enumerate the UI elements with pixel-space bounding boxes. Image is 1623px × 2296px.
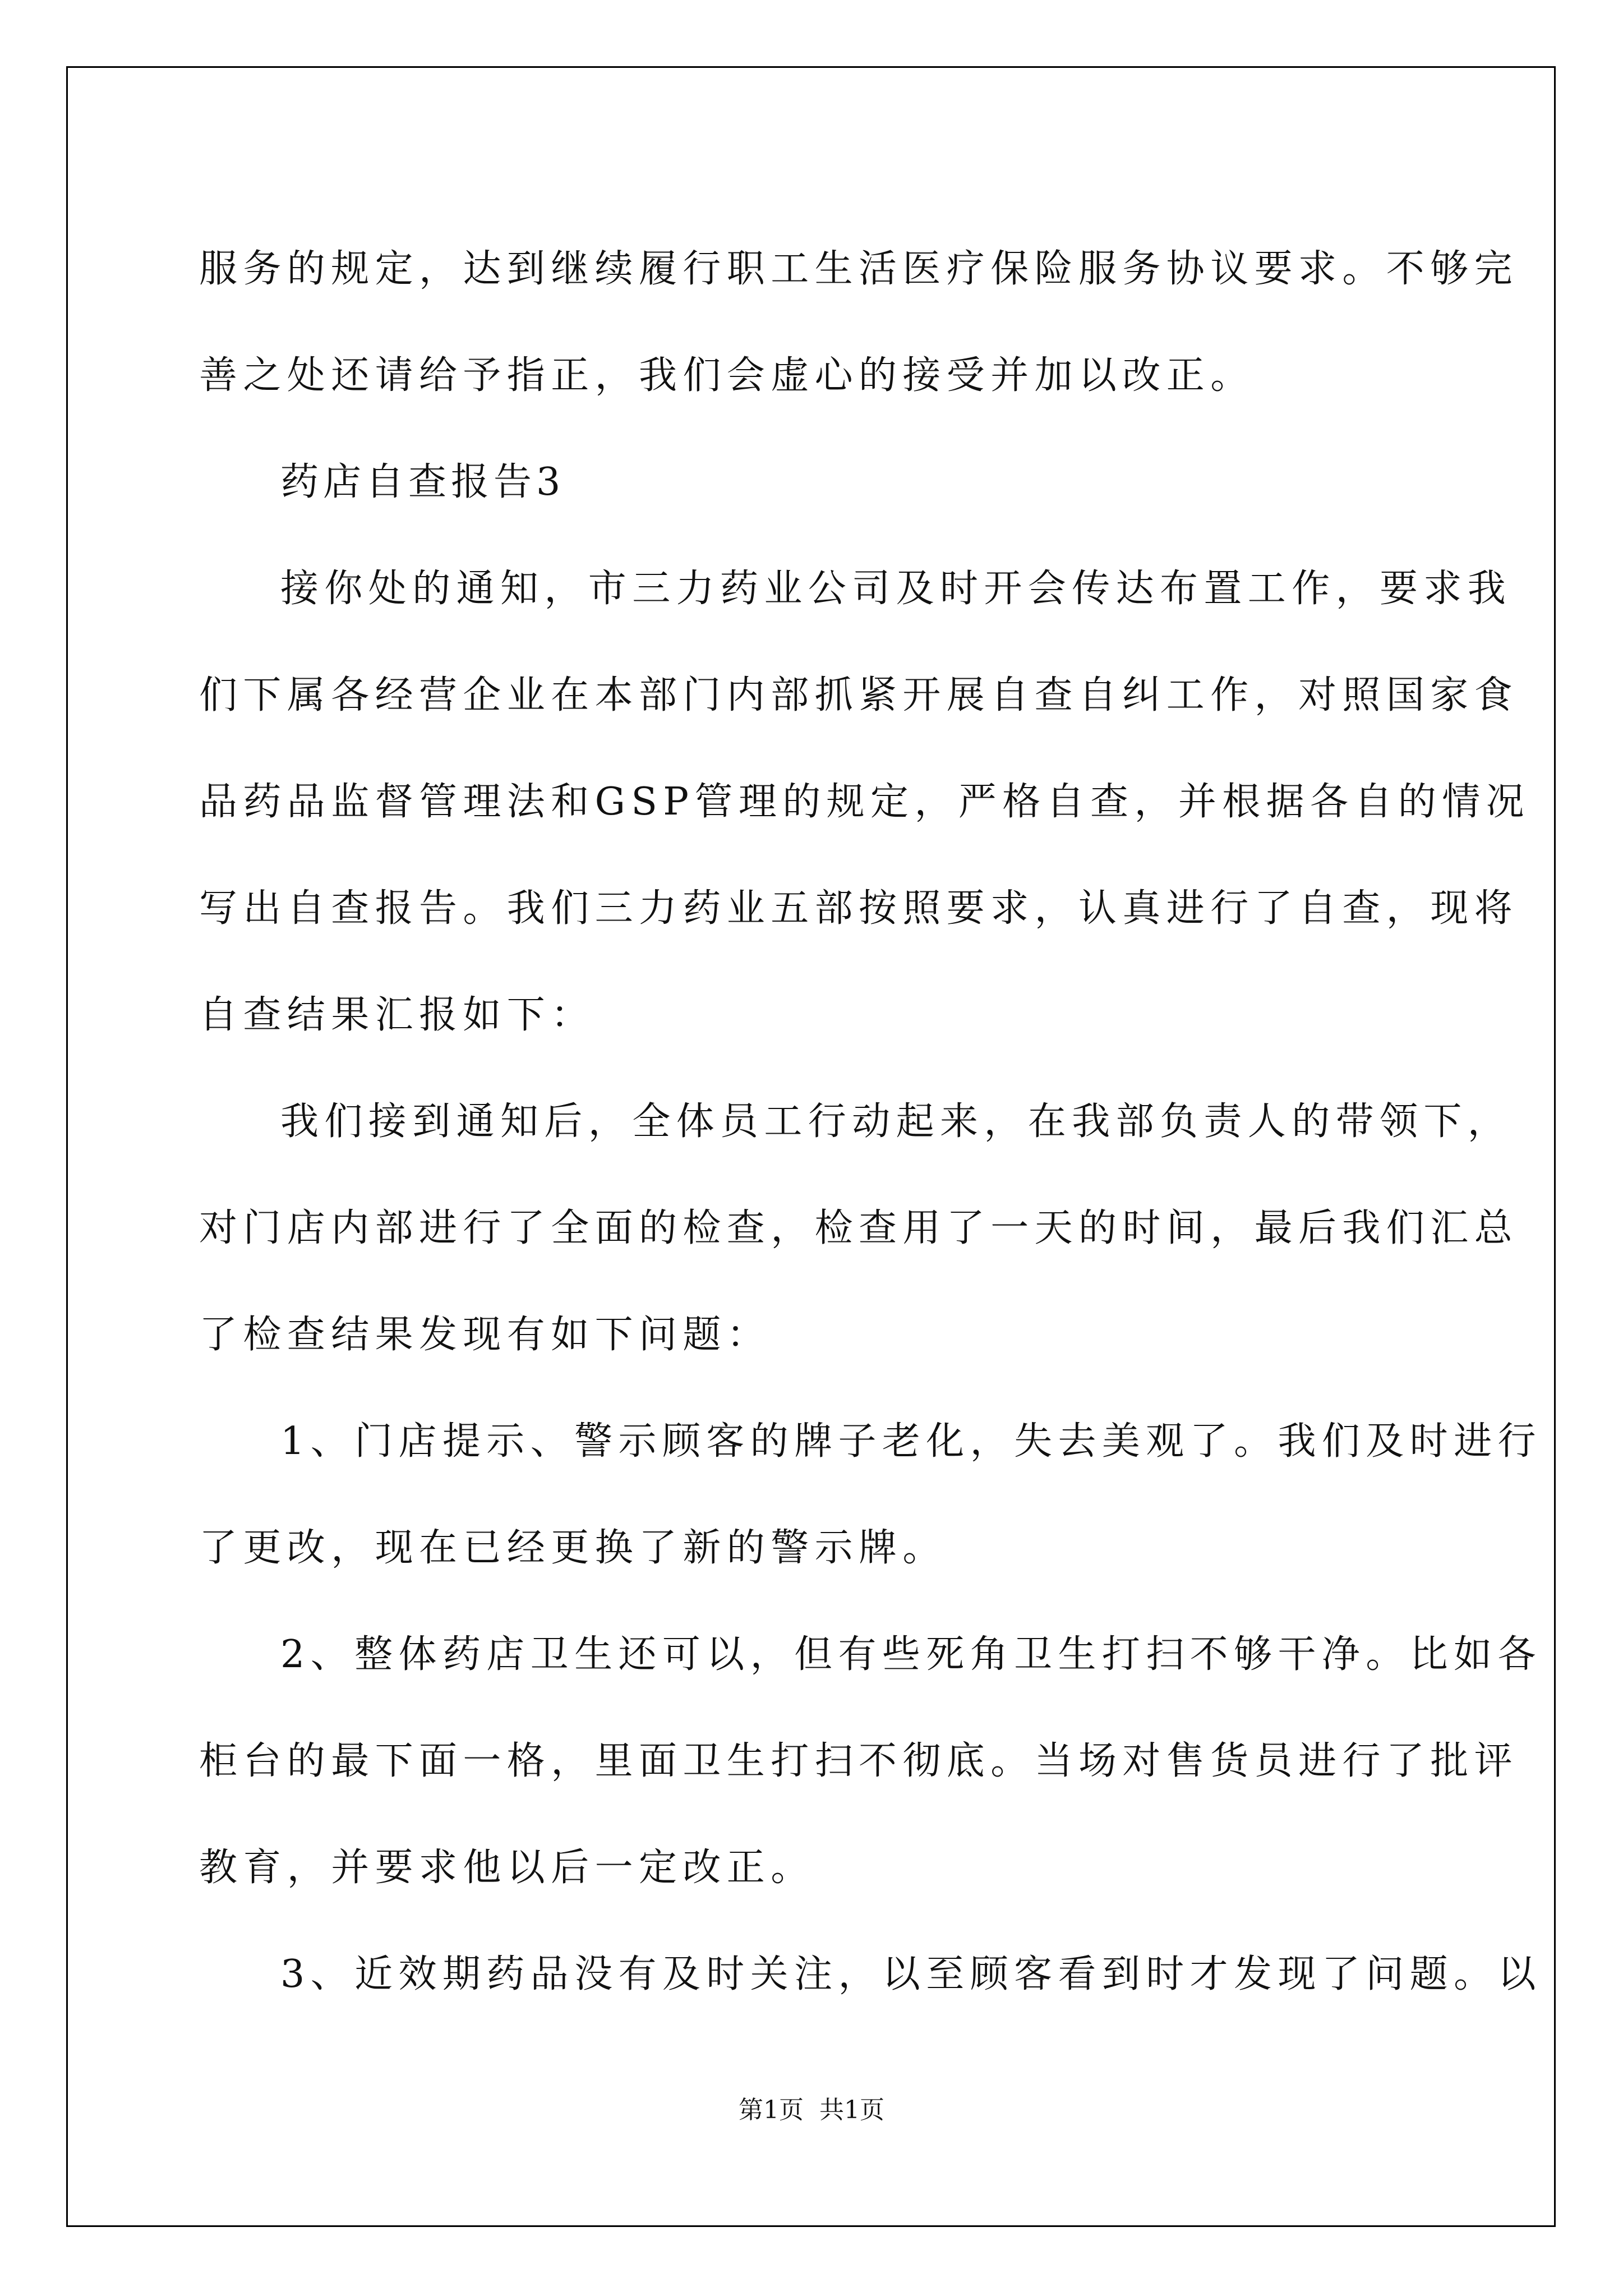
body-line: 1、门店提示、警示顾客的牌子老化，失去美观了。我们及时进行: [280, 1419, 1542, 1464]
body-line: 善之处还请给予指正，我们会虚心的接受并加以改正。: [199, 353, 1255, 398]
body-line: 了检查结果发现有如下问题：: [199, 1313, 771, 1357]
body-line: 柜台的最下面一格，里面卫生打扫不彻底。当场对售货员进行了批评: [199, 1739, 1519, 1783]
body-line: 服务的规定，达到继续履行职工生活医疗保险服务协议要求。不够完: [199, 247, 1519, 291]
page-footer: 第1页 共1页: [739, 2096, 884, 2124]
body-line: 自查结果汇报如下：: [199, 993, 595, 1037]
body-line: 教育，并要求他以后一定改正。: [199, 1846, 815, 1890]
body-line: 对门店内部进行了全面的检查，检查用了一天的时间，最后我们汇总: [199, 1206, 1519, 1250]
body-line: 品药品监督管理法和GSP管理的规定，严格自查，并根据各自的情况: [199, 780, 1530, 824]
body-line: 3、近效期药品没有及时关注，以至顾客看到时才发现了问题。以: [280, 1952, 1542, 1996]
section-heading: 药店自查报告3: [280, 460, 565, 504]
body-line: 2、整体药店卫生还可以，但有些死角卫生打扫不够干净。比如各: [280, 1632, 1542, 1677]
body-line: 们下属各经营企业在本部门内部抓紧开展自查自纠工作，对照国家食: [199, 673, 1519, 717]
body-line: 我们接到通知后，全体员工行动起来，在我部负责人的带领下，: [280, 1099, 1512, 1144]
body-line: 写出自查报告。我们三力药业五部按照要求，认真进行了自查，现将: [199, 886, 1519, 931]
document-body: [199, 216, 1542, 2028]
body-line: 了更改，现在已经更换了新的警示牌。: [199, 1526, 947, 1570]
body-line: 接你处的通知，市三力药业公司及时开会传达布置工作，要求我: [280, 567, 1512, 611]
